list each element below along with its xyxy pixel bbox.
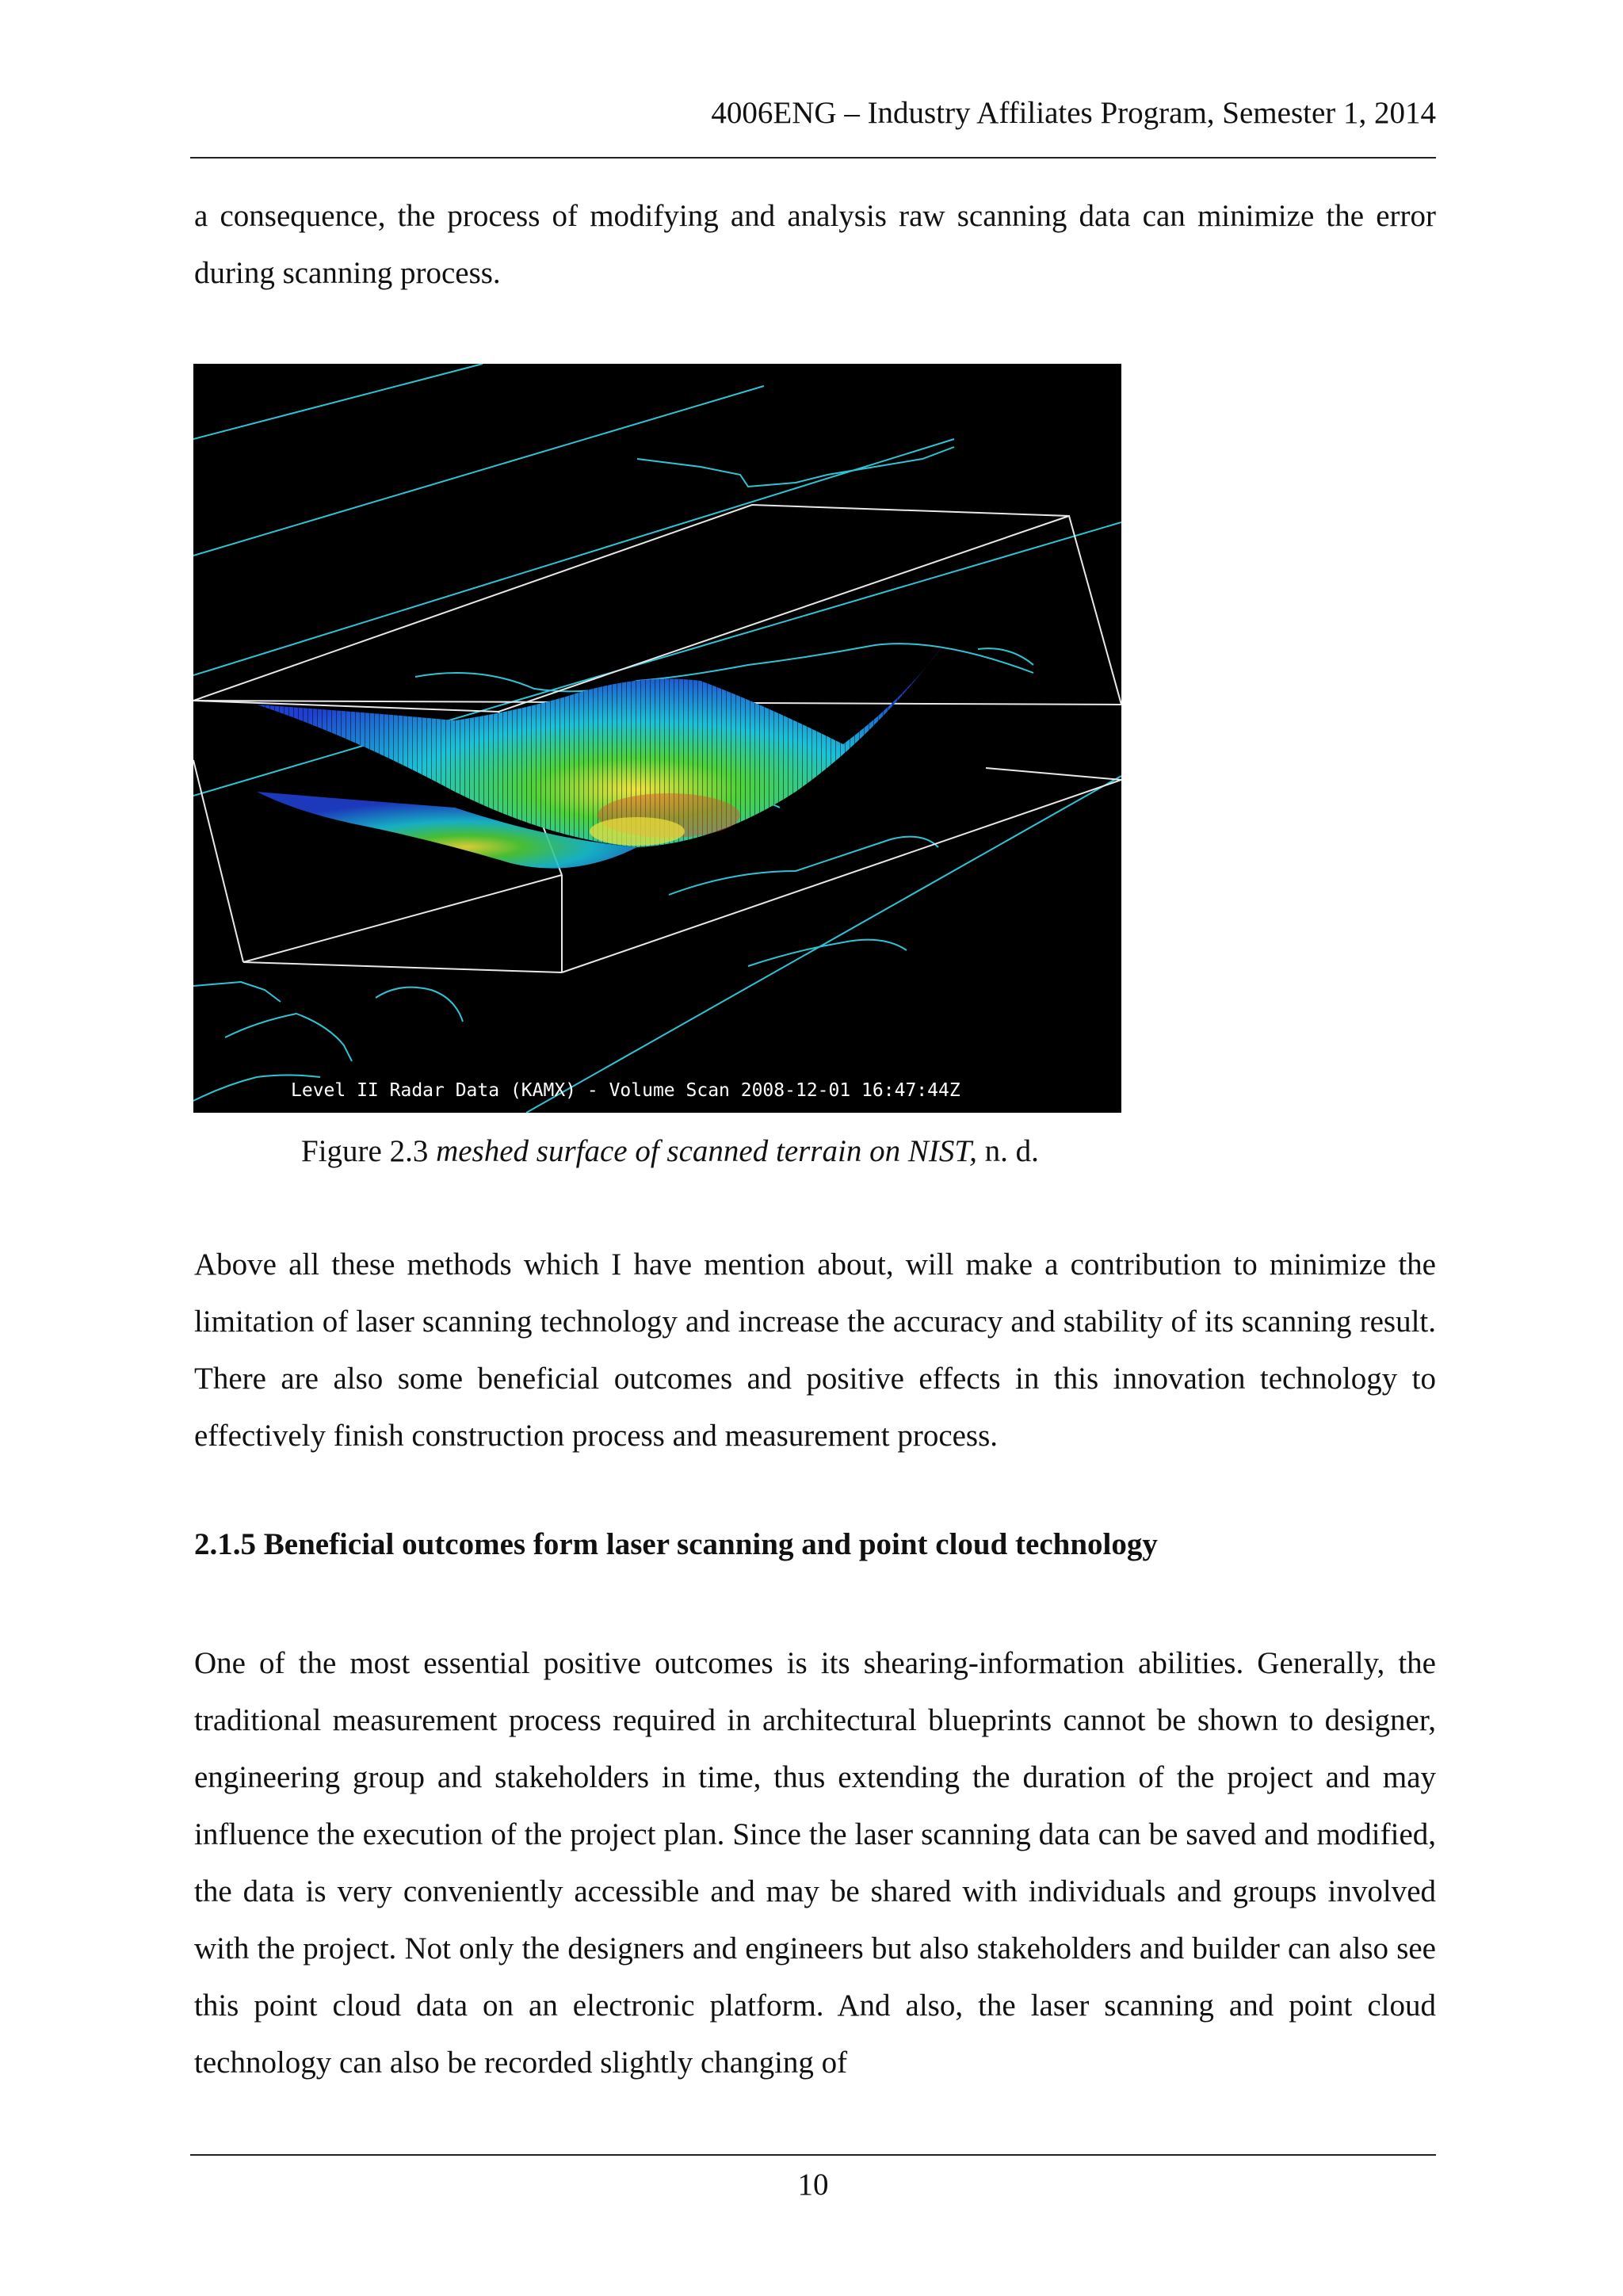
figure-caption-title: meshed surface of scanned terrain on NIST, xyxy=(436,1134,977,1168)
methods-paragraph: Above all these methods which I have mention about, will make a contribution to minimize the limitation of laser scanning technology and increase the accuracy and stability of its scanning result. There are also some beneficial outcomes and positive effects in this innovation technology to effectively finish construction process and measurement process. xyxy=(194,1247,1436,1453)
figure-caption xyxy=(301,1132,1039,1171)
figure-caption-prefix: Figure 2.3 xyxy=(301,1134,437,1168)
section-heading: 2.1.5 Beneficial outcomes form laser scanning and point cloud technology xyxy=(194,1527,1158,1561)
figure-caption-suffix: n. d. xyxy=(976,1134,1039,1168)
radar-scan-image xyxy=(193,364,1121,1113)
page-number: 10 xyxy=(797,2168,829,2202)
page-footer xyxy=(190,2154,1436,2202)
page-header xyxy=(190,94,1436,159)
radar-scan-figure xyxy=(193,364,1121,1113)
outcomes-paragraph: One of the most essential positive outcomes is its shearing-information abilities. Generally, the traditional measurement process required in architectural blueprints cannot be shown to designer, engineering group and stakeholders in time, thus extending the duration of the project and may influence the execution of the project plan. Since the laser scanning data can be saved and modified, the data is very conveniently accessible and may be shared with individuals and groups involved with the project. Not only the designers and engineers but also stakeholders and builder can also see this point cloud data on an electronic platform. And also, the laser scanning and point cloud technology can also be recorded slightly changing of xyxy=(194,1646,1436,2080)
radar-image-label: Level II Radar Data (KAMX) - Volume Scan 2008-12-01 16:47:44Z xyxy=(291,1080,960,1101)
intro-paragraph: a consequence, the process of modifying and analysis raw scanning data can minimize the error during scanning process. xyxy=(194,199,1436,290)
running-title: 4006ENG – Industry Affiliates Program, Semester 1, 2014 xyxy=(711,96,1436,130)
